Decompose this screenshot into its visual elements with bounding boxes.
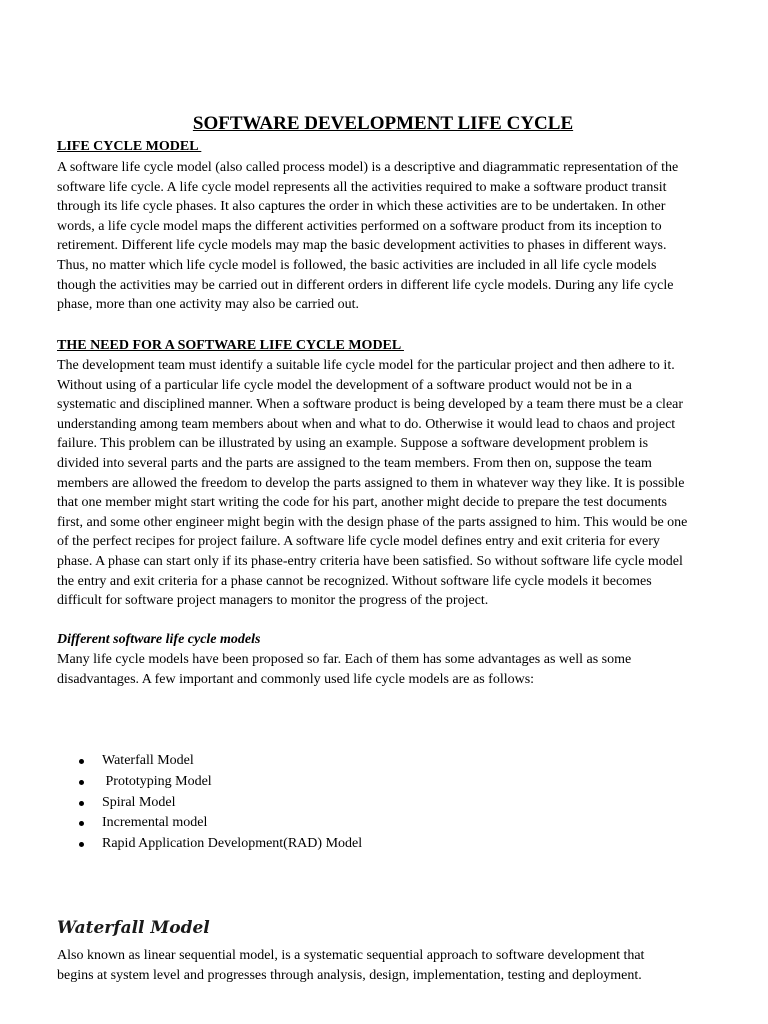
text-line: A software life cycle model (also called process model) is a descriptive and diagrammatic representation of the: [57, 160, 679, 175]
text-line: words, a life cycle model maps the different activities performed on a software product from its inception to: [57, 218, 662, 234]
list-item: [77, 834, 362, 855]
text-line: that one member might start writing the code for his part, another might decide to prepare the test documents: [57, 495, 667, 511]
text-line: failure. This problem can be illustrated by using an example. Suppose a software development problem is: [57, 436, 649, 452]
text-line: disadvantages. A few important and commonly used life cycle models are as follows:: [57, 671, 535, 687]
bullet-icon: [79, 759, 84, 764]
text-line: software life cycle. A life cycle model represents all the activities required to make a software product transit: [57, 179, 667, 195]
list-item-label: Incremental model: [102, 815, 208, 831]
text-line: of the perfect recipes for project failure. A software life cycle model defines entry and exit criteria for every: [57, 534, 660, 550]
text-line: The development team must identify a suitable life cycle model for the particular project and then adhere to it.: [57, 358, 675, 373]
text-line: Without using of a particular life cycle model the development of a software product would not be in a: [57, 377, 632, 393]
text-line: the entry and exit criteria for a phase cannot be recognized. Without software life cycle models it becomes: [57, 573, 652, 589]
section-heading-life-cycle-model: LIFE CYCLE MODEL: [57, 139, 202, 154]
text-line: first, and some other engineer might begin with the design phase of the parts assigned to him. This would be one: [57, 514, 688, 530]
text-line: phase. A phase can start only if its phase-entry criteria have been satisfied. So without software life cycle model: [57, 553, 683, 569]
text-line: members are allowed the freedom to develop the parts assigned to them in whatever way they like. It is possible: [57, 475, 685, 491]
text-line: Also known as linear sequential model, is a systematic sequential approach to software development that: [57, 948, 645, 963]
bullet-icon: [79, 801, 84, 806]
text-line: begins at system level and progresses through analysis, design, implementation, testing and deployment.: [57, 967, 642, 983]
list-item: [77, 793, 362, 814]
text-line: phase, more than one activity may also be carried out.: [57, 297, 360, 313]
document-title: SOFTWARE DEVELOPMENT LIFE CYCLE: [192, 113, 574, 134]
text-line: difficult for software project managers to monitor the progress of the project.: [57, 593, 489, 609]
list-item: [77, 751, 362, 772]
paragraph-waterfall-model: [57, 946, 717, 985]
text-line: though the activities may be carried out in different orders in different life cycle models. During any life cycle: [57, 277, 674, 293]
text-line: understanding among team members about when and what to do. Otherwise it would lead to chaos and project: [57, 416, 676, 432]
model-list: [77, 751, 362, 855]
list-item-label: Waterfall Model: [102, 753, 194, 768]
text-line: retirement. Different life cycle models may map the basic development activities to phases in different ways.: [57, 238, 667, 254]
list-item-label: Rapid Application Development(RAD) Model: [102, 836, 363, 852]
paragraph-life-cycle-model: [57, 158, 717, 315]
text-line: through its life cycle phases. It also captures the order in which these activities are to be undertaken. In other: [57, 199, 666, 215]
text-line: Many life cycle models have been proposed so far. Each of them has some advantages as well as some: [57, 652, 632, 667]
subheading-different-models: Different software life cycle models: [57, 632, 261, 647]
list-item-label: Prototyping Model: [102, 773, 212, 789]
bullet-icon: [79, 821, 84, 826]
text-line: Thus, no matter which life cycle model is followed, the basic activities are included in all life cycle models: [57, 257, 657, 273]
list-item-label: Spiral Model: [102, 794, 176, 810]
section-heading-need-for-model: THE NEED FOR A SOFTWARE LIFE CYCLE MODEL: [57, 338, 404, 353]
text-line: divided into several parts and the parts are assigned to the team members. From then on, suppose the team: [57, 455, 652, 471]
bullet-icon: [79, 780, 84, 785]
list-item: [77, 813, 362, 834]
paragraph-different-models: [57, 650, 717, 689]
text-line: systematic and disciplined manner. When a software product is being developed by a team there must be a clear: [57, 397, 684, 413]
paragraph-need-for-model: [57, 356, 717, 611]
bullet-icon: [79, 842, 84, 847]
list-item: [77, 772, 362, 793]
section-heading-waterfall-model: Waterfall Model: [57, 918, 210, 938]
